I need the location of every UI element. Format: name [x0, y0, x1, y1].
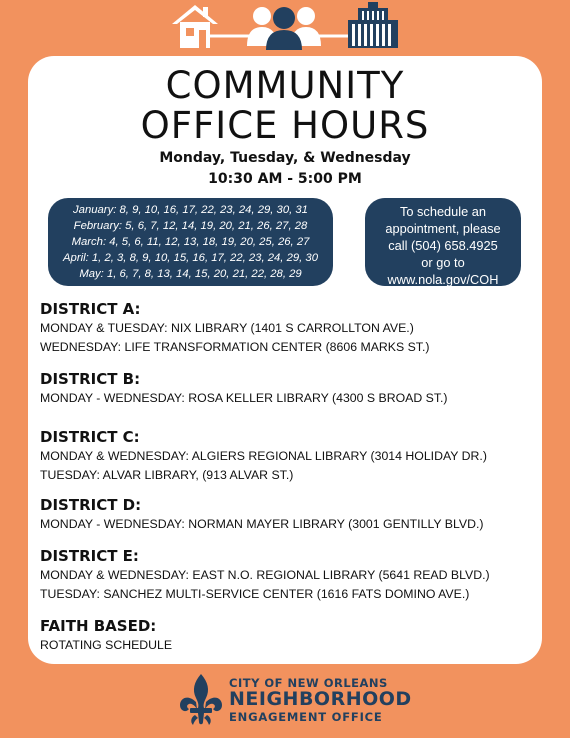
district-e — [40, 546, 535, 604]
district-heading: FAITH BASED: — [40, 617, 157, 635]
office-hours: 10:30 AM - 5:00 PM — [208, 171, 362, 187]
district-line: WEDNESDAY: LIFE TRANSFORMATION CENTER (8606 MARKS ST.) — [40, 340, 430, 354]
faith-based — [40, 616, 535, 655]
appointment-box — [365, 198, 521, 286]
content-card — [28, 56, 542, 664]
page-title-line1: COMMUNITY — [165, 64, 405, 107]
district-heading: DISTRICT A: — [40, 300, 141, 318]
footer-city-name: CITY OF NEW ORLEANS — [229, 676, 388, 690]
appointment-line: or go to — [421, 255, 465, 270]
district-a — [40, 299, 535, 357]
district-c — [40, 427, 535, 485]
dates-box — [48, 198, 333, 286]
dates-row-january: January: 8, 9, 10, 16, 17, 22, 23, 24, 29, 30, 31 — [73, 204, 308, 216]
appointment-website: www.nola.gov/COH — [387, 272, 499, 287]
house-icon — [172, 5, 218, 48]
appointment-line: appointment, please — [385, 221, 501, 236]
dates-row-february: February: 5, 6, 7, 12, 14, 19, 20, 21, 26, 27, 28 — [73, 220, 308, 232]
district-line: MONDAY & TUESDAY: NIX LIBRARY (1401 S CARROLLTON AVE.) — [40, 321, 414, 335]
footer-office-subtitle: ENGAGEMENT OFFICE — [229, 710, 383, 724]
district-line: MONDAY - WEDNESDAY: NORMAN MAYER LIBRARY (3001 GENTILLY BLVD.) — [40, 517, 484, 531]
top-icon-banner — [0, 0, 570, 56]
district-heading: DISTRICT E: — [40, 547, 139, 565]
city-hall-icon — [348, 2, 398, 48]
dates-row-may: May: 1, 6, 7, 8, 13, 14, 15, 20, 21, 22, 28, 29 — [79, 268, 302, 280]
district-line: MONDAY & WEDNESDAY: ALGIERS REGIONAL LIBRARY (3014 HOLIDAY DR.) — [40, 449, 487, 463]
page-title-line2: OFFICE HOURS — [140, 104, 430, 147]
district-d — [40, 495, 535, 534]
district-line: TUESDAY: ALVAR LIBRARY, (913 ALVAR ST.) — [40, 468, 294, 482]
dates-row-march: March: 4, 5, 6, 11, 12, 13, 18, 19, 20, 25, 26, 27 — [71, 236, 310, 248]
footer-office-name: NEIGHBORHOOD — [229, 688, 412, 710]
district-line: TUESDAY: SANCHEZ MULTI-SERVICE CENTER (1616 FATS DOMINO AVE.) — [40, 587, 470, 601]
district-line: ROTATING SCHEDULE — [40, 638, 173, 652]
appointment-phone: call (504) 658.4925 — [388, 238, 498, 253]
fleur-de-lis-icon — [178, 672, 224, 728]
dates-row-april: April: 1, 2, 3, 8, 9, 10, 15, 16, 17, 22, 23, 24, 29, 30 — [63, 252, 318, 264]
district-heading: DISTRICT D: — [40, 496, 142, 514]
district-heading: DISTRICT B: — [40, 370, 141, 388]
district-line: MONDAY & WEDNESDAY: EAST N.O. REGIONAL LIBRARY (5641 READ BLVD.) — [40, 568, 490, 582]
district-line: MONDAY - WEDNESDAY: ROSA KELLER LIBRARY (4300 S BROAD ST.) — [40, 391, 448, 405]
district-b — [40, 369, 535, 408]
district-heading: DISTRICT C: — [40, 428, 140, 446]
appointment-line: To schedule an — [399, 204, 487, 219]
people-icon — [247, 7, 321, 50]
office-days: Monday, Tuesday, & Wednesday — [159, 150, 411, 166]
